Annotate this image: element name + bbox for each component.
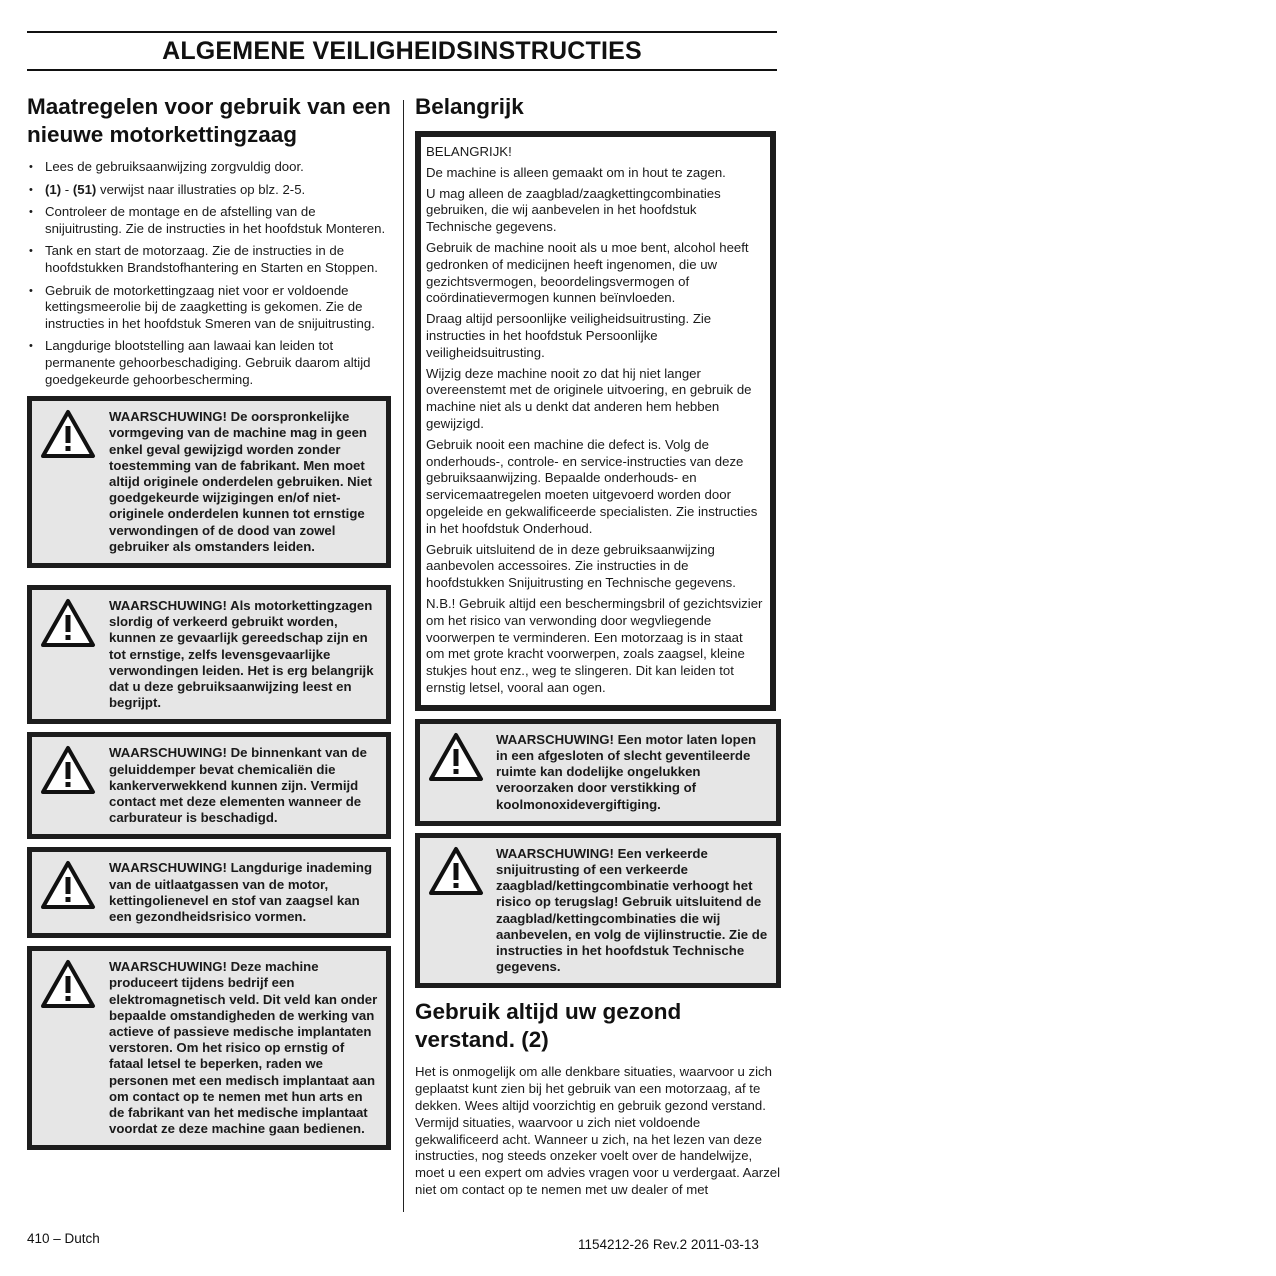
warning-text: WAARSCHUWING! Deze machine produceert tijdens bedrijf een elektromagnetisch veld. Dit veld kan onder bepaalde omstandigheden de werking van actieve of passieve medische implantaten verstoren. Om het risico op ernstig of fataal letsel te beperken, raden we personen met een medisch implantaat aan om contact op te nemen met hun arts en de fabrikant van het medische implantaat voordat ze deze machine gaan bedienen. <box>109 959 378 1137</box>
warning-triangle-icon <box>428 732 484 782</box>
important-paragraph: Gebruik de machine nooit als u moe bent, alcohol heeft gedronken of medicijnen heeft ingenomen, die uw gezichtsvermogen, beoordelingsvermogen of coördinatievermogen kunnen beïnvloeden. <box>426 239 749 306</box>
important-paragraph: De machine is alleen gemaakt om in hout te zagen. <box>426 164 726 180</box>
list-item: • Tank en start de motorzaag. Zie de instructies in de hoofdstukken Brandstofhantering en Starten en Stoppen. <box>27 243 391 276</box>
important-paragraph: Gebruik nooit een machine die defect is. Volg de onderhouds-, controle- en service-instructies van deze gebruiksaanwijzing. Bepaalde onderhouds- en servicemaatregelen moeten uitgevoerd worden door opgeleide en gekwalificeerde specialisten. Zie instructies in het hoofdstuk Onderhoud. <box>426 436 758 536</box>
warning-text: WAARSCHUWING! Als motorkettingzagen slordig of verkeerd gebruikt worden, kunnen ze gevaarlijk gereedschap zijn en tot ernstige, zelfs levensgevaarlijke verwondingen leiden. Het is erg belangrijk dat u deze gebruiksaanwijzing leest en begrijpt. <box>109 597 374 711</box>
document-revision: 1154212-26 Rev.2 2011-03-13 <box>578 1237 759 1252</box>
important-paragraph: Draag altijd persoonlijke veiligheidsuitrusting. Zie instructies in het hoofdstuk Persoonlijke veiligheidsuitrusting. <box>426 311 712 360</box>
warning-triangle-icon <box>40 959 96 1009</box>
list-item: • Lees de gebruiksaanwijzing zorgvuldig door. <box>27 159 391 176</box>
important-paragraph: U mag alleen de zaagblad/zaagkettingcombinaties gebruiken, die wij aanbevelen in het hoofdstuk Technische gegevens. <box>426 185 721 235</box>
important-paragraph: Gebruik uitsluitend de in deze gebruiksaanwijzing aanbevolen accessoires. Zie instructies in de hoofdstukken Snijuitrusting en Technische gegevens. <box>426 541 736 591</box>
list-item-text: verwijst naar illustraties op blz. 2-5. <box>99 181 306 197</box>
warning-text: WAARSCHUWING! Langdurige inademing van de uitlaatgassen van de motor, kettingolienevel en stof van zaagsel kan een gezondheidsrisico vormen. <box>109 860 373 924</box>
instruction-list <box>27 159 391 388</box>
list-item: • Gebruik de motorkettingzaag niet voor er voldoende kettingsmeerolie bij de zaagketting is gekomen. Zie de instructies in het hoofdstuk Smeren van de snijuitrusting. <box>27 283 391 333</box>
column-divider <box>403 100 404 1212</box>
important-box <box>415 131 776 711</box>
warning-text: WAARSCHUWING! Een verkeerde snijuitrusting of een verkeerde zaagblad/kettingcombinatie verhoogt het risico op terugslag! Gebruik uitsluitend de zaagblad/kettingcombinaties die wij aanbevelen, en volg de vijlinstructie. Zie de instructies in het hoofdstuk Technische gegevens. <box>496 845 768 975</box>
list-item <box>27 182 391 199</box>
list-item: • Langdurige blootstelling aan lawaai kan leiden tot permanente gehoorbeschadiging. Gebruik daarom altijd goedgekeurde gehoorbescherming. <box>27 338 391 388</box>
left-column <box>27 93 391 1157</box>
warning-triangle-icon <box>40 409 96 459</box>
important-paragraph: N.B.! Gebruik altijd een beschermingsbril of gezichtsvizier om het risico van verwonding door wegvliegende voorwerpen te verminderen. Een motorzaag is in staat om met grote kracht voorwerpen, zoals zaagsel, kleine stukjes hout enz., weg te slingeren. Dit kan leiden tot ernstig letsel, vooral aan ogen. <box>426 595 763 695</box>
warning-box <box>27 396 391 568</box>
illustration-ref: (51) <box>72 181 97 197</box>
important-paragraph: Wijzig deze machine nooit zo dat hij niet langer overeenstemt met de originele uitvoering, en gebruik de machine niet als u denkt dat anderen hem hebben gewijzigd. <box>426 365 752 431</box>
illustration-ref: (1) <box>45 181 62 197</box>
list-item: • Controleer de montage en de afstelling van de snijuitrusting. Zie de instructies in het hoofdstuk Monteren. <box>27 204 391 237</box>
page-title: ALGEMENE VEILIGHEIDSINSTRUCTIES <box>162 36 642 65</box>
warning-box <box>415 833 781 989</box>
warning-box <box>415 719 781 826</box>
warning-triangle-icon <box>428 846 484 896</box>
important-label: BELANGRIJK! <box>426 144 512 159</box>
warning-triangle-icon <box>40 598 96 648</box>
common-sense-paragraph: Het is onmogelijk om alle denkbare situaties, waarvoor u zich geplaatst kunt zien bij het gebruik van een motorzaag, af te dekken. Wees altijd voorzichtig en gebruik gezond verstand. Vermijd situaties, waarvoor u zich niet voldoende gekwalificeerd acht. Wanneer u zich, na het lezen van deze instructies, nog steeds onzeker voelt over de handelwijze, moet u een expert om advies vragen voor u verdergaat. Aarzel niet om contact op te nemen met uw dealer of met <box>415 1064 781 1197</box>
warning-box <box>27 847 391 938</box>
warning-text: WAARSCHUWING! Een motor laten lopen in een afgesloten of slecht geventileerde ruimte kan dodelijke ongelukken veroorzaken door verstikking of koolmonoxidevergiftiging. <box>496 731 757 812</box>
section-heading-common-sense: Gebruik altijd uw gezond verstand. (2) <box>415 999 682 1053</box>
warning-text: WAARSCHUWING! De binnenkant van de geluiddemper bevat chemicaliën die kankerverwekkend kunnen zijn. Vermijd contact met deze elementen wanneer de carburateur is beschadigd. <box>109 745 367 826</box>
warning-text: WAARSCHUWING! De oorspronkelijke vormgeving van de machine mag in geen enkel geval gewijzigd worden zonder toestemming van de fabrikant. Men moet altijd originele onderdelen gebruiken. Niet goedgekeurde wijzigingen en/of niet-originele onderdelen kunnen tot ernstige verwondingen of de dood van zowel gebruiker als omstanders leiden. <box>109 409 373 554</box>
warning-box <box>27 585 391 724</box>
warning-box <box>27 732 391 839</box>
warning-triangle-icon <box>40 860 96 910</box>
warning-triangle-icon <box>40 745 96 795</box>
section-heading-important: Belangrijk <box>415 94 524 119</box>
page-header <box>27 31 777 71</box>
warning-box <box>27 946 391 1150</box>
ref-separator: - <box>61 181 73 197</box>
page-number: 410 – Dutch <box>27 1231 100 1246</box>
right-column <box>415 93 781 1199</box>
section-heading-new-chainsaw: Maatregelen voor gebruik van een nieuwe motorkettingzaag <box>27 94 391 147</box>
